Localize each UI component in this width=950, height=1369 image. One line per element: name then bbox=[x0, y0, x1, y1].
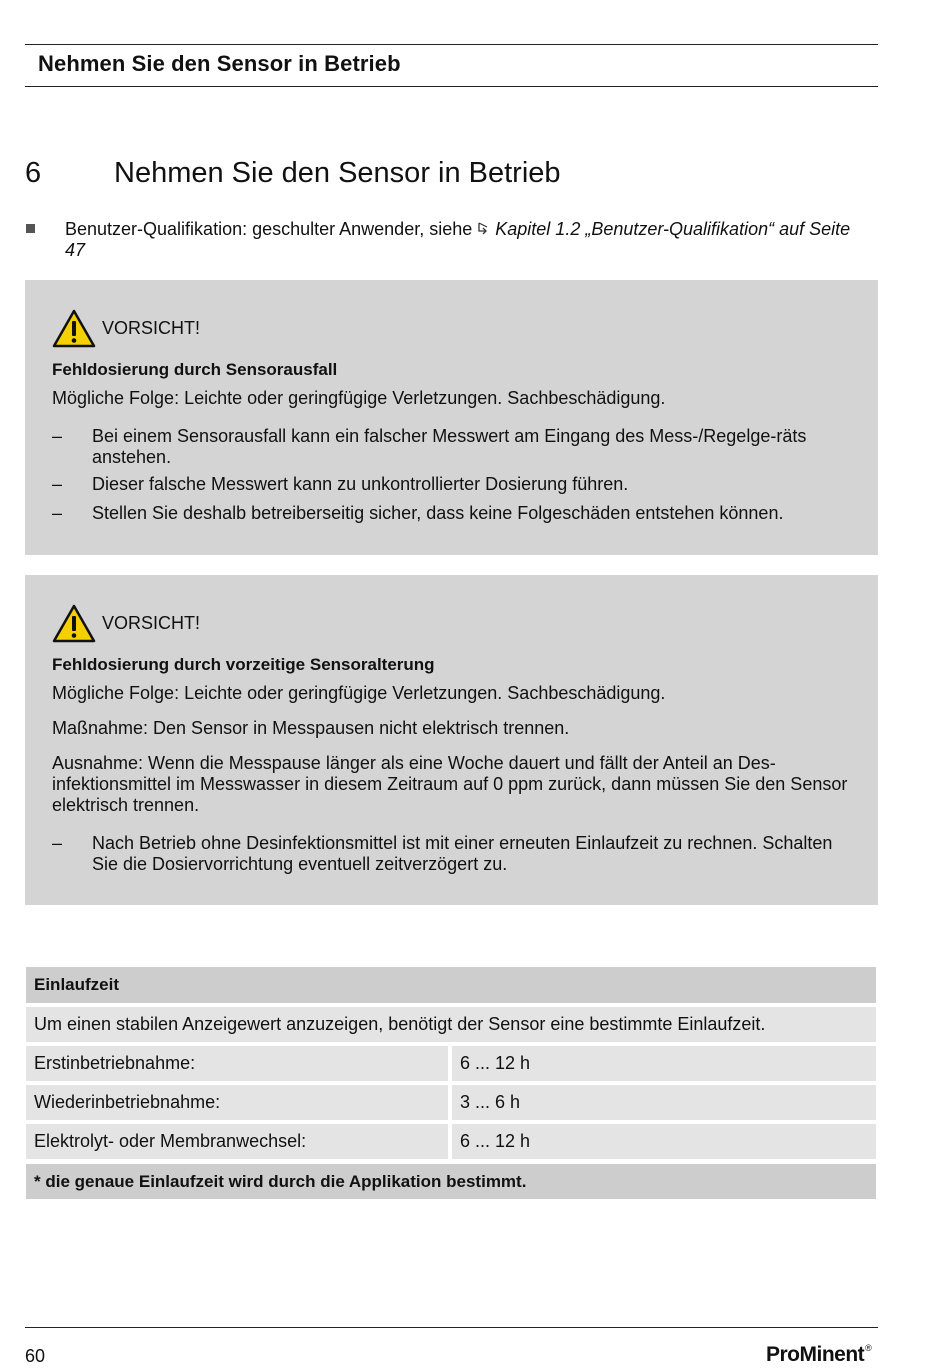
warning-list-item bbox=[52, 833, 852, 875]
header-top-rule bbox=[25, 44, 878, 45]
warning-list-item bbox=[52, 426, 852, 468]
logo-text: ProMinent bbox=[766, 1343, 865, 1366]
warning-list-text: Bei einem Sensorausfall kann ein falscher Messwert am Eingang des Mess-/Regelge-räts anstehen. bbox=[92, 426, 807, 467]
table-footnote: * die genaue Einlaufzeit wird durch die Applikation bestimmt. bbox=[26, 1164, 876, 1199]
warning-list-text: Dieser falsche Messwert kann zu unkontrollierter Dosierung führen. bbox=[92, 474, 629, 494]
chapter-reference-link[interactable]: Kapitel 1.2 „Benutzer-Qualifikation“ auf Seite 47 bbox=[65, 219, 851, 260]
table-row-label: Wiederinbetriebnahme: bbox=[26, 1085, 448, 1120]
dash-marker: – bbox=[52, 474, 63, 494]
warning-triangle-icon bbox=[52, 604, 96, 643]
dash-marker: – bbox=[52, 833, 63, 853]
warning-exception: Ausnahme: Wenn die Messpause länger als eine Woche dauert und fällt der Anteil an Des-infektionsmittel im Messwasser in diesem Zeitraum auf 0 ppm zurück, dann müssen Sie den Sensor elektrisch trennen. bbox=[52, 753, 848, 815]
warning-triangle-icon bbox=[52, 309, 96, 348]
qualification-text: Benutzer-Qualifikation: geschulter Anwender, siehe bbox=[65, 219, 473, 239]
warning-list-text: Nach Betrieb ohne Desinfektionsmittel ist mit einer erneuten Einlaufzeit zu rechnen. Schalten Sie die Dosiervorrichtung eventuell zeitverzögert zu. bbox=[92, 833, 833, 874]
qualification-paragraph bbox=[65, 219, 855, 261]
page-number: 60 bbox=[25, 1346, 46, 1366]
warning-list-text: Stellen Sie deshalb betreiberseitig sicher, dass keine Folgeschäden entstehen können. bbox=[92, 503, 784, 523]
table-row-value: 6 ... 12 h bbox=[452, 1124, 876, 1159]
warning-consequence: Mögliche Folge: Leichte oder geringfügige Verletzungen. Sachbeschädigung. bbox=[52, 388, 666, 408]
warning-header-2 bbox=[52, 604, 200, 643]
table-description: Um einen stabilen Anzeigewert anzuzeigen, benötigt der Sensor eine bestimmte Einlaufzeit. bbox=[26, 1007, 876, 1042]
footer-rule bbox=[25, 1327, 878, 1328]
chapter-number: 6 bbox=[25, 157, 42, 189]
table-row-value: 6 ... 12 h bbox=[452, 1046, 876, 1081]
warning-title: Fehldosierung durch Sensorausfall bbox=[52, 360, 338, 379]
running-header-title: Nehmen Sie den Sensor in Betrieb bbox=[38, 51, 401, 76]
warning-list-item bbox=[52, 503, 852, 524]
warning-header-1 bbox=[52, 309, 200, 348]
dash-marker: – bbox=[52, 426, 63, 446]
warning-box-2 bbox=[25, 575, 878, 905]
registered-mark: ® bbox=[865, 1343, 872, 1353]
table-row-value: 3 ... 6 h bbox=[452, 1085, 876, 1120]
warning-label: VORSICHT! bbox=[102, 613, 201, 633]
header-bottom-rule bbox=[25, 86, 878, 87]
dash-marker: – bbox=[52, 503, 63, 523]
table-header: Einlaufzeit bbox=[26, 967, 876, 1003]
warning-box-1 bbox=[25, 280, 878, 555]
warning-consequence: Mögliche Folge: Leichte oder geringfügige Verletzungen. Sachbeschädigung. bbox=[52, 683, 666, 703]
warning-measure: Maßnahme: Den Sensor in Messpausen nicht elektrisch trennen. bbox=[52, 718, 570, 738]
bullet-square-icon bbox=[26, 224, 35, 233]
chapter-title: Nehmen Sie den Sensor in Betrieb bbox=[114, 157, 561, 189]
warning-label: VORSICHT! bbox=[102, 318, 201, 338]
table-row-label: Elektrolyt- oder Membranwechsel: bbox=[26, 1124, 448, 1159]
reference-arrow-icon bbox=[477, 222, 491, 236]
warning-title: Fehldosierung durch vorzeitige Sensoralterung bbox=[52, 655, 435, 674]
prominent-logo bbox=[766, 1343, 871, 1367]
table-row-label: Erstinbetriebnahme: bbox=[26, 1046, 448, 1081]
warning-list-item bbox=[52, 474, 852, 495]
